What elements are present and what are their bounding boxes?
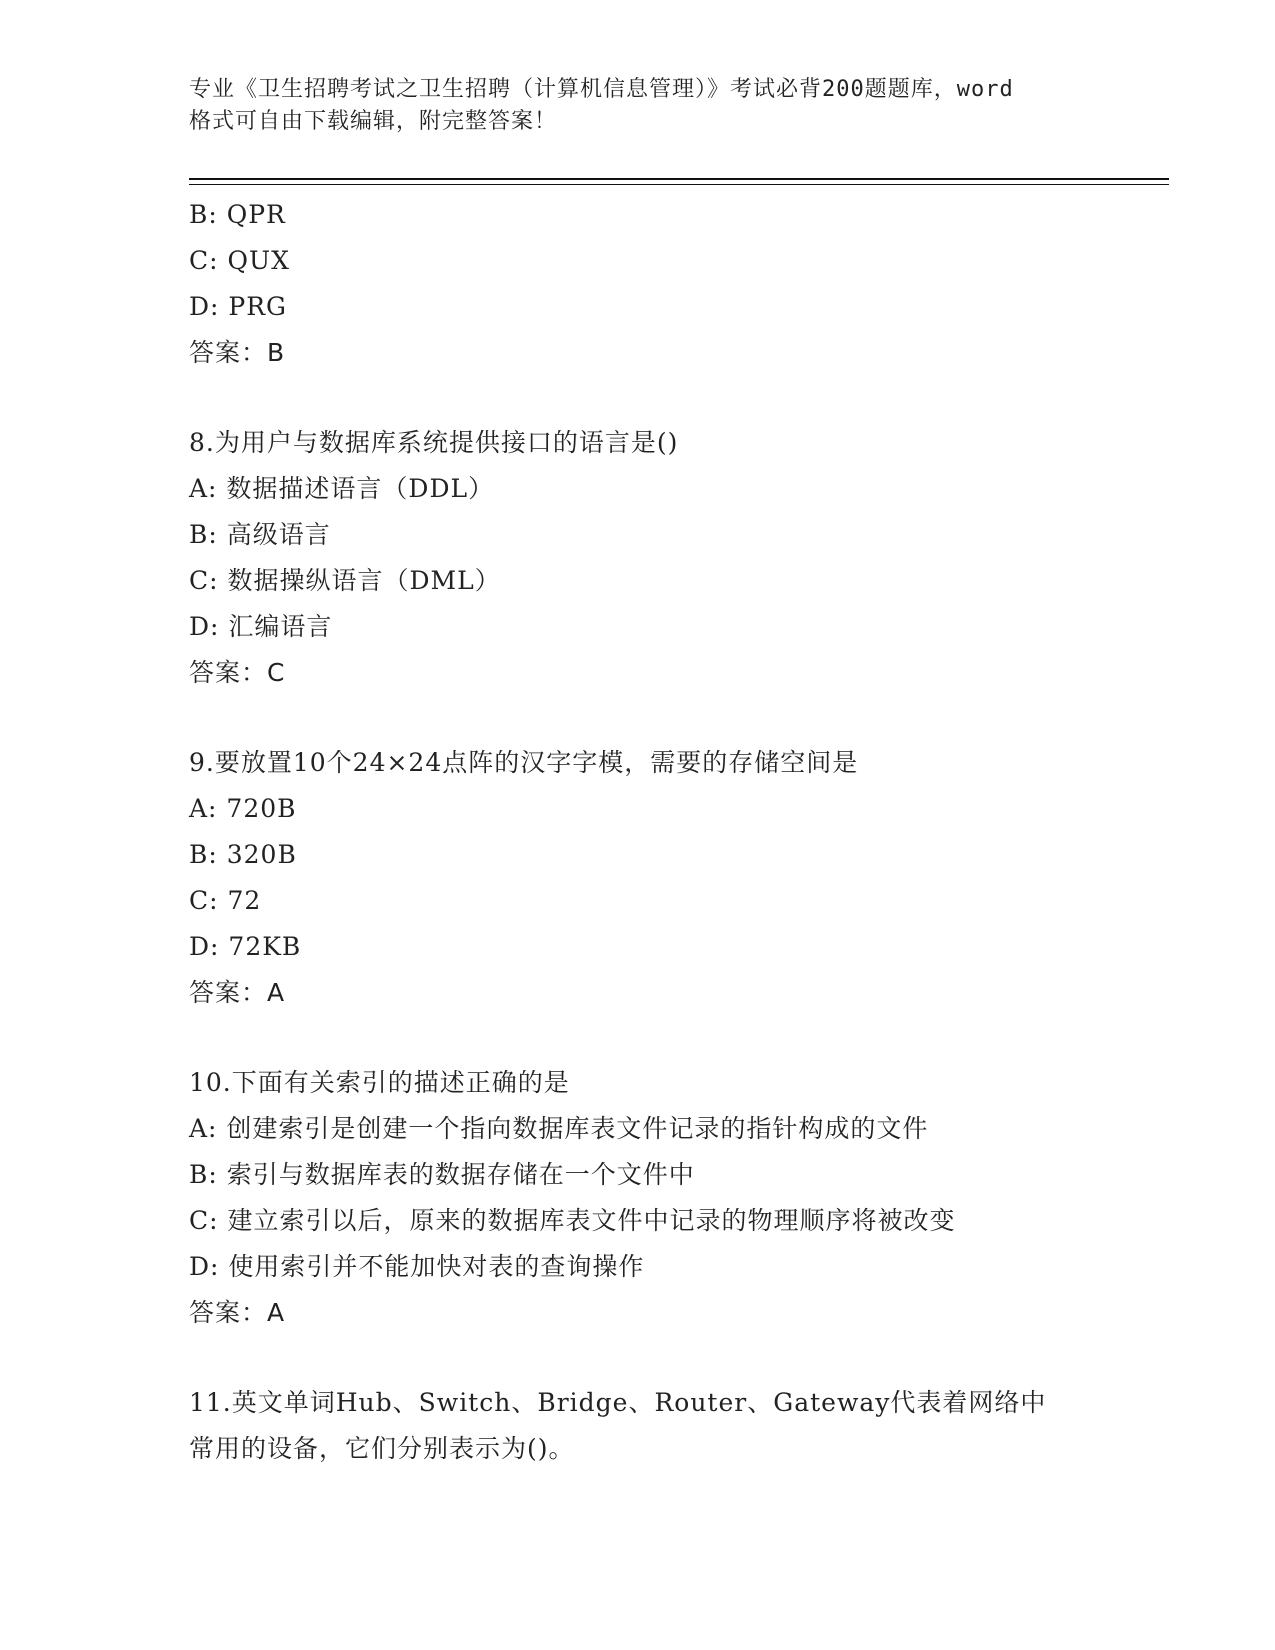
option-d: D: 使用索引并不能加快对表的查询操作 bbox=[189, 1252, 645, 1281]
option-d: D: PRG bbox=[189, 292, 288, 321]
header-divider-thick bbox=[189, 178, 1169, 180]
header-line-1: 专业《卫生招聘考试之卫生招聘（计算机信息管理）》考试必背200题题库，word bbox=[189, 77, 1014, 102]
question-block-11 bbox=[189, 1380, 1149, 1472]
answer-line: 答案：A bbox=[189, 978, 286, 1007]
header-divider-thin bbox=[189, 184, 1169, 185]
option-c: C: 数据操纵语言（DML） bbox=[189, 566, 501, 595]
question-block-9 bbox=[189, 740, 1149, 1016]
question-list bbox=[189, 192, 1149, 1472]
question-block-10 bbox=[189, 1060, 1149, 1336]
question-block-7 bbox=[189, 192, 1149, 376]
option-a: A: 数据描述语言（DDL） bbox=[189, 474, 495, 503]
spacer bbox=[189, 696, 1149, 740]
question-text: 10.下面有关索引的描述正确的是 bbox=[189, 1068, 570, 1097]
spacer bbox=[189, 1016, 1149, 1060]
question-text: 8.为用户与数据库系统提供接口的语言是() bbox=[189, 428, 679, 457]
option-b: B: 索引与数据库表的数据存储在一个文件中 bbox=[189, 1160, 695, 1189]
question-text-line-1: 11.英文单词Hub、Switch、Bridge、Router、Gateway代表着网络中 bbox=[189, 1388, 1047, 1417]
option-b: B: 320B bbox=[189, 840, 297, 869]
spacer bbox=[189, 1336, 1149, 1380]
option-b: B: QPR bbox=[189, 200, 286, 229]
question-block-8 bbox=[189, 420, 1149, 696]
question-text-line-2: 常用的设备，它们分别表示为()。 bbox=[189, 1434, 575, 1463]
spacer bbox=[189, 376, 1149, 420]
option-d: D: 汇编语言 bbox=[189, 612, 333, 641]
option-b: B: 高级语言 bbox=[189, 520, 331, 549]
option-a: A: 720B bbox=[189, 794, 297, 823]
answer-line: 答案：A bbox=[189, 1298, 286, 1327]
document-header bbox=[189, 74, 1099, 138]
header-line-2: 格式可自由下载编辑，附完整答案！ bbox=[189, 109, 558, 134]
option-d: D: 72KB bbox=[189, 932, 302, 961]
option-c: C: 建立索引以后，原来的数据库表文件中记录的物理顺序将被改变 bbox=[189, 1206, 956, 1235]
answer-line: 答案：C bbox=[189, 658, 286, 687]
option-a: A: 创建索引是创建一个指向数据库表文件记录的指针构成的文件 bbox=[189, 1114, 929, 1143]
option-c: C: 72 bbox=[189, 886, 262, 915]
answer-line: 答案：B bbox=[189, 338, 286, 367]
question-text: 9.要放置10个24×24点阵的汉字字模，需要的存储空间是 bbox=[189, 748, 859, 777]
option-c: C: QUX bbox=[189, 246, 290, 275]
